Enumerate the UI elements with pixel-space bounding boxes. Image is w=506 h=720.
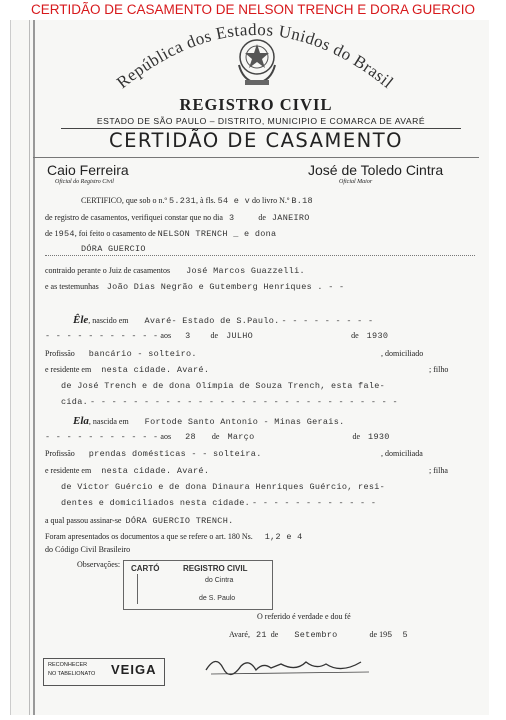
married-name: DÓRA GUERCIO TRENCH. xyxy=(125,516,234,526)
republic-arc-text: República dos Estados Unidos do Brasil xyxy=(112,20,398,93)
registry-subtitle: ESTADO DE SÃO PAULO – DISTRITO, MUNICIPIO E COMARCA DE AVARÉ xyxy=(96,116,426,126)
groom-parents-cont: cida. xyxy=(61,397,89,407)
margin-rule xyxy=(33,20,35,715)
registry-number: 5.231 xyxy=(169,196,197,206)
codigo-line: do Código Civil Brasileiro xyxy=(45,545,131,554)
groom-birth-line: Êle, nascido em Avaré- Estado de S.Paulo. - - - - - - - - - xyxy=(73,314,374,326)
documents-numbers: 1,2 e 4 xyxy=(264,532,303,542)
officer-left-role: Oficial do Registro Civil xyxy=(55,179,114,185)
certificate-document xyxy=(10,20,489,715)
registry-stamp-text: CARTÓ REGISTRO CIVIL do Cintra de S. Paulo xyxy=(127,562,267,606)
groom-profession-line: Profissão bancário - solteiro. , domiciliado xyxy=(45,349,424,359)
officer-right-role: Oficial Maior xyxy=(339,179,373,185)
bride-birth-day: 28 xyxy=(185,432,196,442)
closing-statement: O referido é verdade e dou fé xyxy=(257,612,351,621)
groom-birth-day: 3 xyxy=(185,331,191,341)
divider xyxy=(33,157,479,158)
judge-name: José Marcos Guazzelli. xyxy=(186,266,305,276)
documents-line: Foram apresentados os documentos a que se refere o art. 180 Ns. 1,2 e 4 xyxy=(45,532,303,542)
observations-label: Observações: xyxy=(77,560,121,569)
bride-residence-line: e residente em nesta cidade. Avaré. ; filha xyxy=(45,466,448,476)
groom-residence-line: e residente em nesta cidade. Avaré. ; filho xyxy=(45,365,449,375)
witnesses-line: e as testemunhas João Dias Negrão e Gutemberg Henriques . - - xyxy=(45,282,345,292)
bride-profession: prendas domésticas - - solteira. xyxy=(88,449,262,459)
marriage-day: 3 xyxy=(228,213,235,223)
bride-birth-year: 1930 xyxy=(368,432,390,442)
notary-name: VEIGA xyxy=(111,662,157,677)
bride-birth-month: Março xyxy=(227,432,255,442)
book-number: B.18 xyxy=(291,196,313,206)
officer-left-name: Caio Ferreira xyxy=(47,162,129,178)
juiz-line: contraido perante o Juiz de casamentos José Marcos Guazzelli. xyxy=(45,266,305,276)
groom-birth-month: JULHO xyxy=(226,331,254,341)
groom-name: NELSON TRENCH _ e dona xyxy=(157,229,277,239)
bride-parents-line xyxy=(45,482,385,492)
closing-day: 21 xyxy=(255,630,267,640)
groom-profession: bancário - solteiro. xyxy=(88,349,197,359)
bride-parents-line2: dentes e domiciliados nesta cidade. - - - - - - - - - - - - xyxy=(61,498,377,508)
marriage-year: 954 xyxy=(58,229,75,239)
closing-date-line: Avaré, 21 de Setembro de 195 5 xyxy=(229,630,408,640)
marriage-month: JANEIRO xyxy=(271,213,310,223)
bride-birth-line: Ela, nascida em Fortode Santo Antonio - Minas Gerais. xyxy=(73,415,345,427)
bride-parents: de Victor Guércio e de dona Dinaura Henriques Guércio, resi- xyxy=(61,482,386,492)
groom-parents: de José Trench e de dona Olímpia de Souza Trench, esta fale- xyxy=(61,381,386,391)
margin-rule-thin xyxy=(29,20,30,715)
groom-parents-line2: cida. - - - - - - - - - - - - - - - - - - - - - - - - - - - - - xyxy=(61,397,398,407)
groom-birth-year: 1930 xyxy=(366,331,389,341)
registro-line: de registro de casamentos, verifiquei constar que no dia 3 de JANEIRO xyxy=(45,213,310,223)
bride-residence: nesta cidade. Avaré. xyxy=(101,466,210,476)
closing-month: Setembro xyxy=(294,630,338,640)
page-title: CERTIDÃO DE CASAMENTO DE NELSON TRENCH E DORA GUERCIO xyxy=(30,2,476,17)
bride-profession-line: Profissão prendas domésticas - - solteira. , domiciliada xyxy=(45,449,423,459)
bride-birthplace: Fortode Santo Antonio - Minas Gerais. xyxy=(144,417,345,427)
assinar-line: a qual passou assinar-se DÓRA GUERCIO TRENCH. xyxy=(45,516,234,526)
document-title: CERTIDÃO DE CASAMENTO xyxy=(108,129,403,152)
certifico-text: CERTIFICO, que sob o n.º 5.231, à fls. 54 e v do livro N.º B.18 xyxy=(81,196,313,206)
official-signature xyxy=(201,652,371,680)
groom-parents-line xyxy=(45,381,385,391)
witnesses-names: João Dias Negrão e Gutemberg Henriques . - - xyxy=(106,282,345,292)
groom-residence: nesta cidade. Avaré. xyxy=(101,365,210,375)
national-seal-icon xyxy=(233,35,281,87)
bride-name-line xyxy=(45,244,146,254)
registry-title: REGISTRO CIVIL xyxy=(179,95,333,114)
notary-recognition-box: RECONHECER NO TABELIONATO xyxy=(43,658,165,686)
bride-date-line: - - - - - - - - - - - aos 28 de Março de 1930 xyxy=(45,432,390,442)
bride-parents-cont: dentes e domiciliados nesta cidade. xyxy=(61,498,251,508)
officer-right-name: José de Toledo Cintra xyxy=(308,162,444,178)
groom-birthplace: Avaré- Estado de S.Paulo. xyxy=(144,316,280,326)
folio-number: 54 e v xyxy=(217,196,250,206)
groom-date-line: - - - - - - - - - - - aos 3 de JULHO de 1930 xyxy=(45,331,389,341)
bride-name: DÓRA GUERCIO xyxy=(81,244,146,254)
casamento-line: de 1954, foi feito o casamento de NELSON TRENCH _ e dona xyxy=(45,229,277,239)
